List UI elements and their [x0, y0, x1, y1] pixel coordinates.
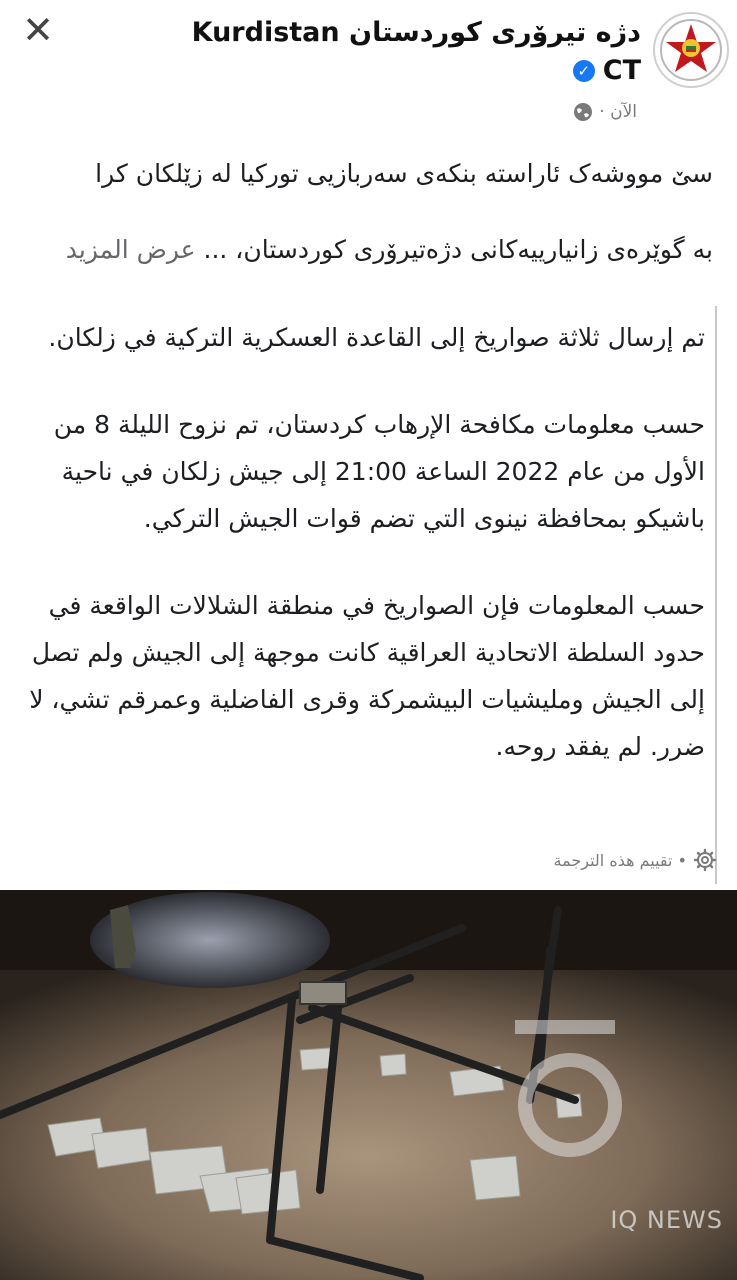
- post-line-2-text: بە گوێرەی زانیارییەکانی دژەتیرۆری کوردستان، ...: [203, 235, 713, 264]
- translation-paragraph-2: حسب معلومات مكافحة الإرهاب كردستان، تم نزوح الليلة 8 من الأول من عام 2022 الساعة 21:00 إلى جيش زلكان في ناحية باشيكو بمحافظة نينوى التي تضم قوات الجيش التركي.: [53, 410, 705, 533]
- globe-icon[interactable]: [573, 102, 593, 122]
- page-name-line1: دژە تیرۆری کوردستان Kurdistan: [191, 17, 641, 48]
- post-meta: [573, 102, 637, 122]
- post-header: [0, 0, 737, 140]
- close-icon[interactable]: ✕: [22, 8, 54, 52]
- verified-badge-icon: ✓: [573, 60, 595, 82]
- see-more-link[interactable]: عرض المزيد: [65, 235, 196, 264]
- timestamp[interactable]: الآن ·: [599, 102, 637, 122]
- page-name[interactable]: [192, 14, 641, 90]
- post-body: [22, 152, 713, 272]
- gear-icon[interactable]: [693, 848, 717, 872]
- ct-logo-icon: [655, 14, 727, 86]
- page-name-line2: CT: [602, 55, 641, 86]
- translation-paragraph-3: حسب المعلومات فإن الصواريخ في منطقة الشلالات الواقعة في حدود السلطة الاتحادية العراقية كانت موجهة إلى الجيش ولم تصل إلى الجيش ومليشيات البيشمركة وقرى الفاضلية وعمرقم تشي، لا ضرر. لم يفقد روحه.: [29, 591, 705, 761]
- translation-block: [18, 306, 717, 884]
- rate-translation-label[interactable]: • تقييم هذه الترجمة: [553, 850, 687, 870]
- rate-translation[interactable]: [554, 848, 717, 872]
- watermark: IQ NEWS: [610, 1206, 723, 1234]
- translation-paragraph-1: تم إرسال ثلاثة صواريخ إلى القاعدة العسكرية التركية في زلكان.: [48, 323, 705, 352]
- close-button[interactable]: [18, 10, 58, 50]
- post-line-2: [22, 228, 713, 272]
- post-line-1: سێ مووشەک ئاراستە بنکەی سەربازیی تورکیا لە زێلکان کرا: [95, 159, 713, 188]
- page-avatar[interactable]: [653, 12, 729, 88]
